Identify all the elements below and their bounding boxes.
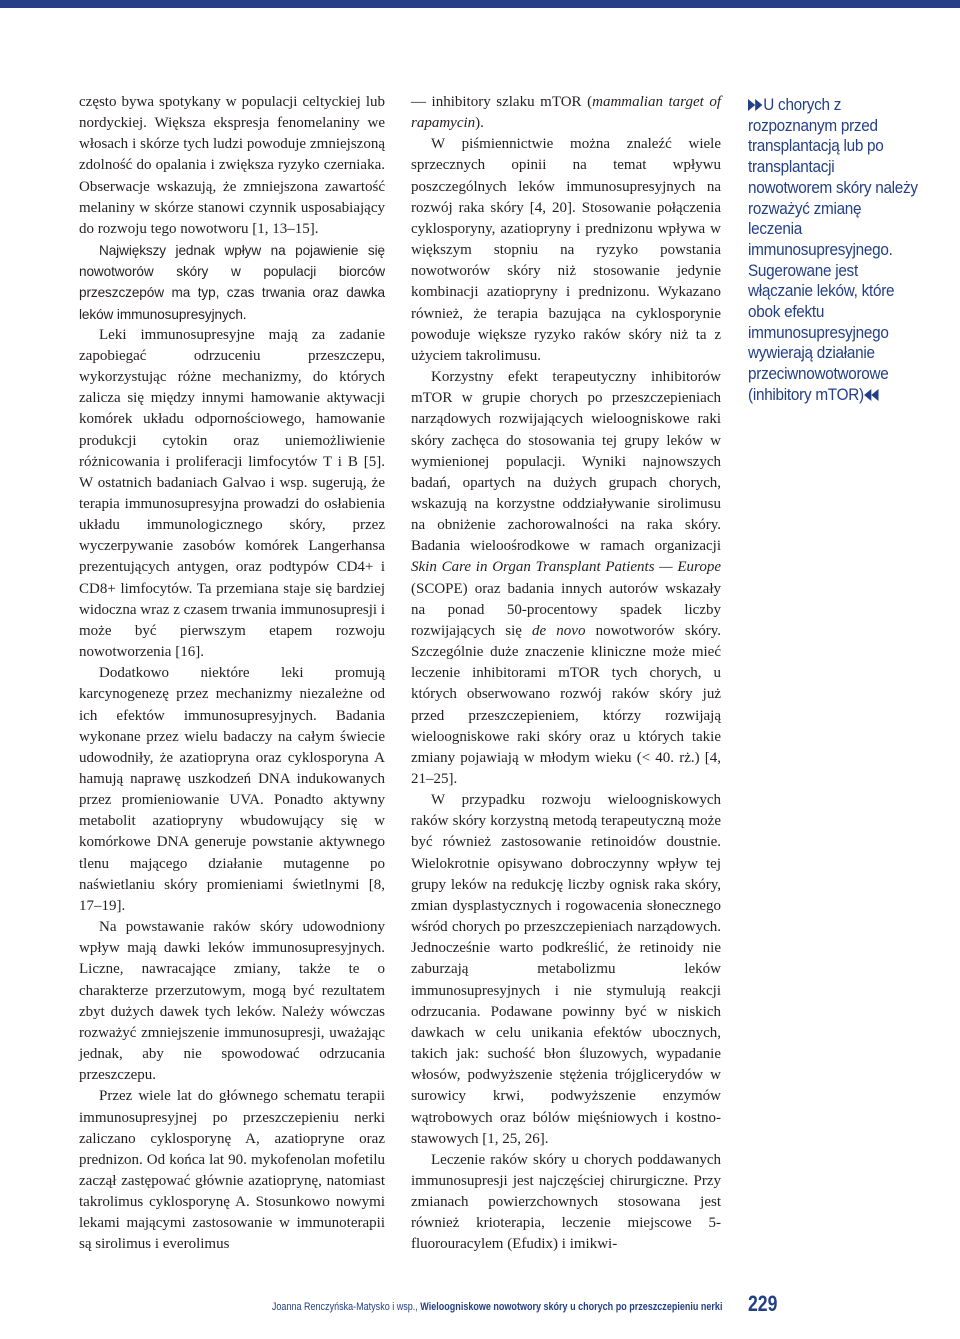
pull-quote-text: U chorych z rozpoznanym przed transplantacją lub po transplantacji nowotworem skóry należy rozważyć zmianę leczenia immunosupresyjnego. Sugerowane jest włączanie leków, które obok efektu immunosupresyjnego wywierają działanie przeciwnowotworowe (inhibitory mTOR) <box>748 95 918 404</box>
text-column-left <box>79 92 385 1256</box>
footer-title: Wieloogniskowe nowotwory skóry u chorych po przeszczepieniu nerki <box>419 1301 722 1313</box>
text-run-italic: Skin Care in Organ Transplant Patients — Europe <box>411 559 721 576</box>
text-run: Korzystny efekt terapeutyczny inhibitorów mTOR w grupie chorych po przeszczepieniach narządowych rozwijających wieloogniskowe raki skóry zachęca do stosowania tej grupy leków w wymienionej populacji. Wyniki najnowszych badań, opartych na dużych grupach chorych, wskazują na korzystne oddziaływanie sirolimusu na obniżenie zachorowalności na raka skóry. Badania wieloośrodkowe w ramach organizacji <box>411 369 721 555</box>
paragraph: Na powstawanie raków skóry udowodniony wpływ mają dawki leków immunosupresyjnych. Liczne, nawracające zmiany, także te o charakterze przerzutowym, mogą być rezultatem zbyt dużych dawek tych leków. Należy wówczas rozważyć zmniejszenie immunosupresji, uważając jednak, aby nie spowodować odrzucania przeszczepu. <box>79 919 385 1084</box>
paragraph: Przez wiele lat do głównego schematu terapii immunosupresyjnej po przeszczepieniu nerki zaliczano cyklosporynę A, azatiopryne oraz prednizon. Od końca lat 90. mykofenolan mofetilu zaczął zastępować głównie azatioprynę, natomiast takrolimus cyklosporynę A. Stosunkowo nowymi lekami mającymi zastosowanie w immunoterapii są sirolimus i everolimus <box>79 1088 385 1253</box>
text-run: (SCOPE) oraz badania innych autorów wskazały na ponad 50-procentowy spadek liczby rozwijających się <box>411 580 721 639</box>
text-run-italic: mammalian target of rapamycin <box>411 94 721 132</box>
paragraph: często bywa spotykany w populacji celtyckiej lub nordyckiej. Większa ekspresja fenomelaniny we włosach i skórze tych ludzi powoduje zmniejszoną zdolność do opalania i zwiększa ryzyko czerniaka. Obserwacje wskazują, że zmniejszona zawartość melaniny w skórze stanowi czynnik usposabiający do rozwoju tego nowotworu [1, 13–15]. <box>79 94 385 237</box>
page-number: 229 <box>748 1291 778 1316</box>
paragraph <box>411 367 721 790</box>
footer-authors: Joanna Renczyńska-Matysko i wsp. <box>271 1301 415 1313</box>
text-column-middle <box>411 92 721 1256</box>
paragraph: W piśmiennictwie można znaleźć wiele sprzecznych opinii na temat wpływu poszczególnych leków immunosupresyjnych na rozwój raka skóry [4, 20]. Stosowanie połączenia cyklosporyny, azatiopryny i prednizonu wpływa w większym stopniu na ryzyko powstania nowotworów skóry niż stosowanie jedynie kombinacji azatiopryny i prednizonu. Wykazano również, że terapia bazująca na cyklosporynie powoduje większe ryzyko raków skóry niż ta z użyciem takrolimusu. <box>411 136 721 364</box>
top-color-bar <box>0 0 960 8</box>
paragraph: Największy jednak wpływ na pojawienie się nowotworów skóry w populacji biorców przeszczepów ma typ, czas trwania oraz dawka leków immunosupresyjnych. <box>79 243 385 322</box>
paragraph: Dodatkowo niektóre leki promują karcynogenezę przez mechanizmy niezależne od ich efektów immunosupresyjnych. Badania wykonane przez wielu badaczy na całym świecie udowodniły, że azatiopryna oraz cyklosporyna A hamują naprawę uszkodzeń DNA indukowanych przez promieniowanie UVA. Ponadto aktywny metabolit azatiopryny wbudowujący się w komórkowe DNA generuje powstanie aktywnego tlenu mającego działanie mutagenne po naświetlaniu skóry promieniami świetlnymi [8, 17–19]. <box>79 665 385 914</box>
footer-separator: , <box>414 1301 420 1313</box>
text-run-italic: de novo <box>532 622 586 639</box>
pull-quote <box>748 95 919 406</box>
paragraph <box>411 92 721 134</box>
double-arrow-right-icon <box>748 95 762 116</box>
double-arrow-left-icon <box>864 385 878 406</box>
text-run: ). <box>475 115 484 132</box>
paragraph: W przypadku rozwoju wieloogniskowych raków skóry korzystną metodą terapeutyczną może być również zastosowanie retinoidów doustnie. Wielokrotnie opisywano dobroczynny wpływ tej grupy leków na redukcję liczby ognisk raka skóry, zmian dysplastycznych i rogowacenia słonecznego wśród chorych po przeszczepieniach narządowych. Jednocześnie warto podkreślić, że retinoidy nie zaburzają metabolizmu leków immunosupresyjnych i nie stymulują reakcji odrzucania. Podawane powinny być w niskich dawkach w celu unikania efektów ubocznych, takich jak: suchość błon śluzowych, wypadanie włosów, podwyższenie stężenia trójglicerydów w surowicy krwi, podwyższenie enzymów wątrobowych oraz bólów mięśniowych i kostno-stawowych [1, 25, 26]. <box>411 792 721 1147</box>
text-run: nowotworów skóry. Szczególnie duże znaczenie kliniczne może mieć leczenie inhibitorami mTOR tych chorych, u których obserwowano rozwój raków skóry już przed przeszczepieniem, którzy rozwijają wieloogniskowe raki skóry oraz u których takie zmiany pojawiają w młodym wieku (< 40. rż.) [4, 21–25]. <box>411 622 721 787</box>
paragraph: Leczenie raków skóry u chorych poddawanych immunosupresji jest najczęściej chirurgiczne. Przy zmianach powierzchownych stosowana jest również krioterapia, leczenie miejscowe 5-fluorouracylem (Efudix) i imikwi- <box>411 1151 721 1253</box>
paragraph: Leki immunosupresyjne mają za zadanie zapobiegać odrzuceniu przeszczepu, wykorzystując różne mechanizmy, do których zalicza się między innymi hamowanie aktywacji komórek układu odpornościowego, hamowanie produkcji cytokin oraz uniemożliwienie różnicowania i proliferacji limfocytów T i B [5]. W ostatnich badaniach Galvao i wsp. sugerują, że terapia immunosupresyjna prowadzi do osłabienia układu immunologicznego skóry, przez wyczerpywanie zasobów komórek Langerhansa prezentujących antygen, oraz podtypów CD4+ i CD8+ limfocytów. Ta przemiana staje się bardziej widoczna wraz z czasem trwania immunosupresji i może być pierwszym etapem rozwoju nowotworzenia [16]. <box>79 326 385 661</box>
running-footer <box>271 1301 722 1313</box>
text-run: — inhibitory szlaku mTOR ( <box>411 94 593 110</box>
